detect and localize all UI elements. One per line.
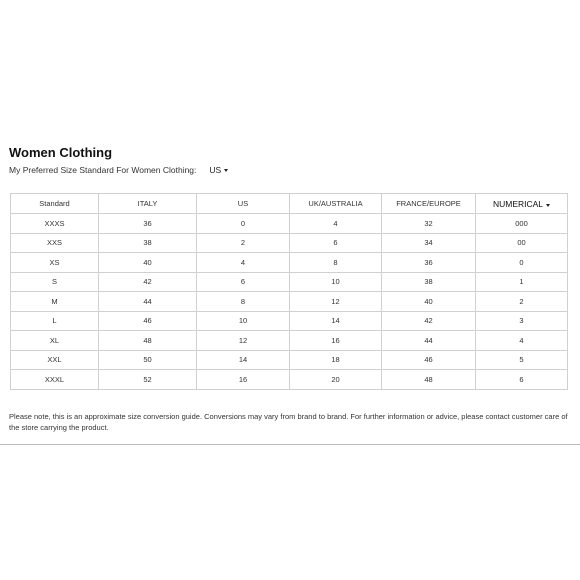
cell-uk-australia: 14 [290,311,382,331]
cell-italy: 52 [99,370,197,390]
cell-us: 10 [197,311,290,331]
header-numerical: NUMERICAL [492,198,544,209]
cell-standard: XXXS [11,214,99,234]
caret-down-icon [224,169,228,172]
cell-us: 8 [197,292,290,312]
cell-uk-australia: 16 [290,331,382,351]
cell-uk-australia: 18 [290,350,382,370]
cell-us: 16 [197,370,290,390]
table-body [11,214,568,390]
cell-standard: XS [11,253,99,273]
cell-numerical: 00 [476,233,568,253]
size-standard-dropdown[interactable] [209,165,228,175]
cell-france-europe: 38 [382,272,476,292]
cell-france-europe: 40 [382,292,476,312]
header-italy: ITALY [99,194,197,214]
table-row [11,350,568,370]
table-row [11,370,568,390]
cell-numerical: 1 [476,272,568,292]
table-header-row [11,194,568,214]
table-row [11,311,568,331]
cell-numerical: 2 [476,292,568,312]
size-standard-value: US [209,165,222,175]
cell-standard: S [11,272,99,292]
header-france-europe: FRANCE/EUROPE [382,194,476,214]
cell-us: 14 [197,350,290,370]
header-us: US [197,194,290,214]
cell-us: 4 [197,253,290,273]
cell-france-europe: 46 [382,350,476,370]
cell-standard: XL [11,331,99,351]
cell-standard: XXXL [11,370,99,390]
cell-standard: L [11,311,99,331]
cell-uk-australia: 12 [290,292,382,312]
cell-us: 0 [197,214,290,234]
cell-numerical: 0 [476,253,568,273]
cell-us: 2 [197,233,290,253]
cell-uk-australia: 8 [290,253,382,273]
cell-france-europe: 32 [382,214,476,234]
cell-france-europe: 42 [382,311,476,331]
cell-uk-australia: 10 [290,272,382,292]
table-row [11,214,568,234]
page-title: Women Clothing [9,145,113,160]
cell-us: 12 [197,331,290,351]
size-conversion-table [10,193,568,390]
cell-numerical: 4 [476,331,568,351]
table-row [11,253,568,273]
table-row [11,331,568,351]
cell-standard: XXS [11,233,99,253]
cell-france-europe: 36 [382,253,476,273]
table-row [11,292,568,312]
disclaimer-note: Please note, this is an approximate size conversion guide. Conversions may vary from brand to brand. For further information or advice, please contact customer care of the store carrying the product. [9,412,568,432]
divider [0,444,580,445]
cell-italy: 48 [99,331,197,351]
cell-numerical: 3 [476,311,568,331]
cell-italy: 50 [99,350,197,370]
table-row [11,233,568,253]
cell-uk-australia: 20 [290,370,382,390]
cell-numerical: 5 [476,350,568,370]
cell-us: 6 [197,272,290,292]
cell-italy: 44 [99,292,197,312]
numerical-dropdown[interactable] [476,194,568,214]
cell-italy: 40 [99,253,197,273]
cell-uk-australia: 6 [290,233,382,253]
cell-france-europe: 34 [382,233,476,253]
cell-italy: 42 [99,272,197,292]
size-preference-label: My Preferred Size Standard For Women Clothing: [9,165,197,175]
cell-italy: 46 [99,311,197,331]
header-standard: Standard [11,194,99,214]
header-uk-australia: UK/AUSTRALIA [290,194,382,214]
cell-france-europe: 44 [382,331,476,351]
cell-numerical: 6 [476,370,568,390]
cell-france-europe: 48 [382,370,476,390]
cell-standard: M [11,292,99,312]
cell-standard: XXL [11,350,99,370]
caret-down-icon [546,204,550,207]
size-preference-row [9,165,228,175]
cell-italy: 36 [99,214,197,234]
cell-italy: 38 [99,233,197,253]
table-row [11,272,568,292]
cell-numerical: 000 [476,214,568,234]
cell-uk-australia: 4 [290,214,382,234]
